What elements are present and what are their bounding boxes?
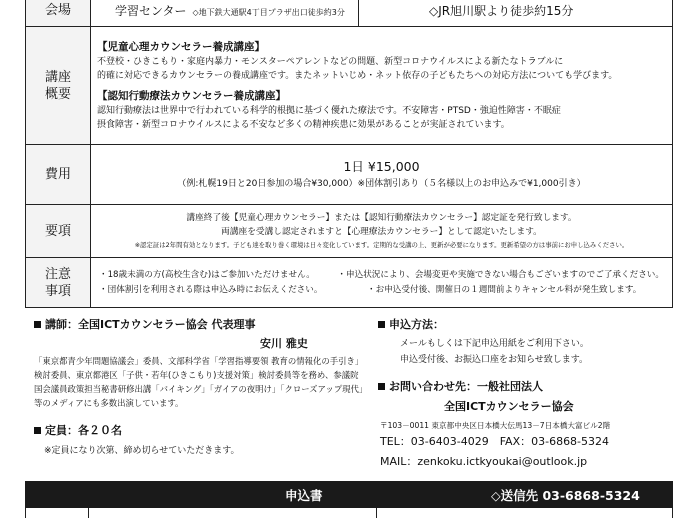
- note-venue-change: ・申込状況により、会場変更や実施できない場合もございますのでご了承ください。: [337, 269, 664, 280]
- apply-line1: メールもしくは下記申込用紙をご利用下さい。: [400, 339, 589, 349]
- venue-left-access: ◇地下鉄大通駅4丁目プラザ出口徒歩約3分: [192, 8, 345, 17]
- capacity-note: ※定員になり次第、締め切らせていただきます。: [44, 446, 240, 456]
- info-table: [25, 0, 673, 308]
- requirements-line2: 両講座を受講し認定されますと【心理療法カウンセラー】として認定いたします。: [221, 227, 542, 237]
- application-form-header: [25, 481, 673, 508]
- bullet-icon: [378, 383, 385, 390]
- notes-label-line2: 事項: [44, 283, 71, 299]
- contact-section: [378, 378, 688, 472]
- course-label: [26, 27, 91, 145]
- fee-cell: [91, 145, 673, 205]
- lecturer-section: [34, 316, 364, 410]
- venue-cell: [91, 0, 673, 27]
- capacity-section: [34, 422, 240, 456]
- requirements-cell: [91, 205, 673, 258]
- fee-sub: （例:札幌19日と20日参加の場合¥30,000）※団体割引あり（５名様以上のお申込みで¥1,000引き）: [177, 179, 586, 189]
- bullet-icon: [34, 427, 41, 434]
- contact-tel-fax: TEL：03-6403-4029 FAX：03-6868-5324: [380, 435, 610, 448]
- apply-line2: 申込受付後、お振込口座をお知らせ致します。: [400, 355, 589, 365]
- course-label-line1: 講座: [44, 69, 71, 85]
- form-title: 申込書: [285, 488, 323, 503]
- requirements-note: ※認定証は2年間有効となります。子ども達を取り巻く環境は日々変化しています。定期的な受講の上、更新が必要になります。更新希望の方は事前にお申し込みください。: [134, 241, 629, 249]
- fee-row: [26, 145, 673, 205]
- contact-title: お問い合わせ先：一般社団法人: [389, 380, 543, 393]
- apply-title: 申込方法：: [389, 318, 444, 331]
- capacity-title: 定員：各２０名: [45, 424, 122, 437]
- application-form-row: [25, 508, 673, 518]
- form-divider: [88, 508, 89, 518]
- note-age: ・18歳未満の方(高校生含む)はご参加いただけません。: [99, 269, 315, 280]
- bullet-icon: [378, 321, 385, 328]
- notes-label-line1: 注意: [44, 266, 71, 282]
- venue-right-access: ◇JR旭川駅より徒歩約15分: [429, 4, 574, 18]
- course-child-line2: 的確に対応できるカウンセラーの養成講座です。またネットいじめ・ネット依存の子どもたちへの対応方法についても学びます。: [97, 70, 618, 81]
- contact-org: 全国ICTカウンセラー協会: [444, 400, 574, 413]
- fee-label: 費用: [26, 145, 91, 205]
- form-fax-number: ◇送信先 03-6868-5324: [491, 488, 640, 503]
- notes-label: [26, 258, 91, 308]
- note-cancellation: ・お申込受付後、開催日の１週間前よりキャンセル料が発生致します。: [367, 284, 642, 295]
- venue-row: [26, 0, 673, 27]
- notes-row: [26, 258, 673, 308]
- course-child-line1: 不登校・ひきこもり・家庭内暴力・モンスターペアレントなどの問題、新型コロナウイルスによる新たなトラブルに: [97, 56, 564, 67]
- form-divider: [376, 508, 377, 518]
- venue-left-main: 学習センター: [115, 4, 187, 18]
- course-row: [26, 27, 673, 145]
- contact-address: 〒103－0011 東京都中央区日本橋大伝馬13－7日本橋大富ビル2階: [380, 421, 611, 430]
- venue-label: 会場: [26, 0, 91, 27]
- requirements-label: 要項: [26, 205, 91, 258]
- requirements-row: [26, 205, 673, 258]
- contact-mail: MAIL：zenkoku.ictkyoukai@outlook.jp: [380, 455, 588, 468]
- course-cell: [91, 27, 673, 145]
- course-cbt-line1: 認知行動療法は世界中で行われている科学的根拠に基づく優れた療法です。不安障害・PTSD・強迫性障害・不眠症: [97, 105, 561, 116]
- course-heading-child: 【児童心理カウンセラー養成講座】: [97, 40, 265, 53]
- venue-left: [91, 0, 359, 26]
- bullet-icon: [34, 321, 41, 328]
- requirements-line1: 講座終了後【児童心理カウンセラー】または【認知行動療法カウンセラー】認定証を発行致します。: [186, 213, 577, 223]
- lecturer-bio: 「東京都青少年問題協議会」委員、文部科学省「学習指導要領 教育の情報化の手引き」検討委員、東京都港区「子供・若年(ひきこもり)支援対策」検討委員等を務め、参議院国会議員政策担当秘書研修出講「バイキング」「ガイアの夜明け」「クローズアップ現代」等のメディアにも多数出演しています。: [34, 356, 364, 408]
- course-heading-cbt: 【認知行動療法カウンセラー養成講座】: [97, 89, 286, 102]
- fee-main: 1日 ¥15,000: [343, 159, 420, 174]
- course-label-line2: 概要: [44, 86, 71, 102]
- note-group-discount: ・団体割引を利用される際は申込み時にお伝えください。: [99, 284, 323, 295]
- notes-cell: [91, 258, 673, 308]
- apply-section: [378, 316, 678, 368]
- lecturer-name: 安川 雅史: [260, 337, 308, 350]
- lecturer-title: 講師：全国ICTカウンセラー協会 代表理事: [45, 318, 256, 331]
- course-cbt-line2: 摂食障害・新型コロナウイルスによる不安など多くの精神疾患に効果があることが実証されています。: [97, 119, 510, 130]
